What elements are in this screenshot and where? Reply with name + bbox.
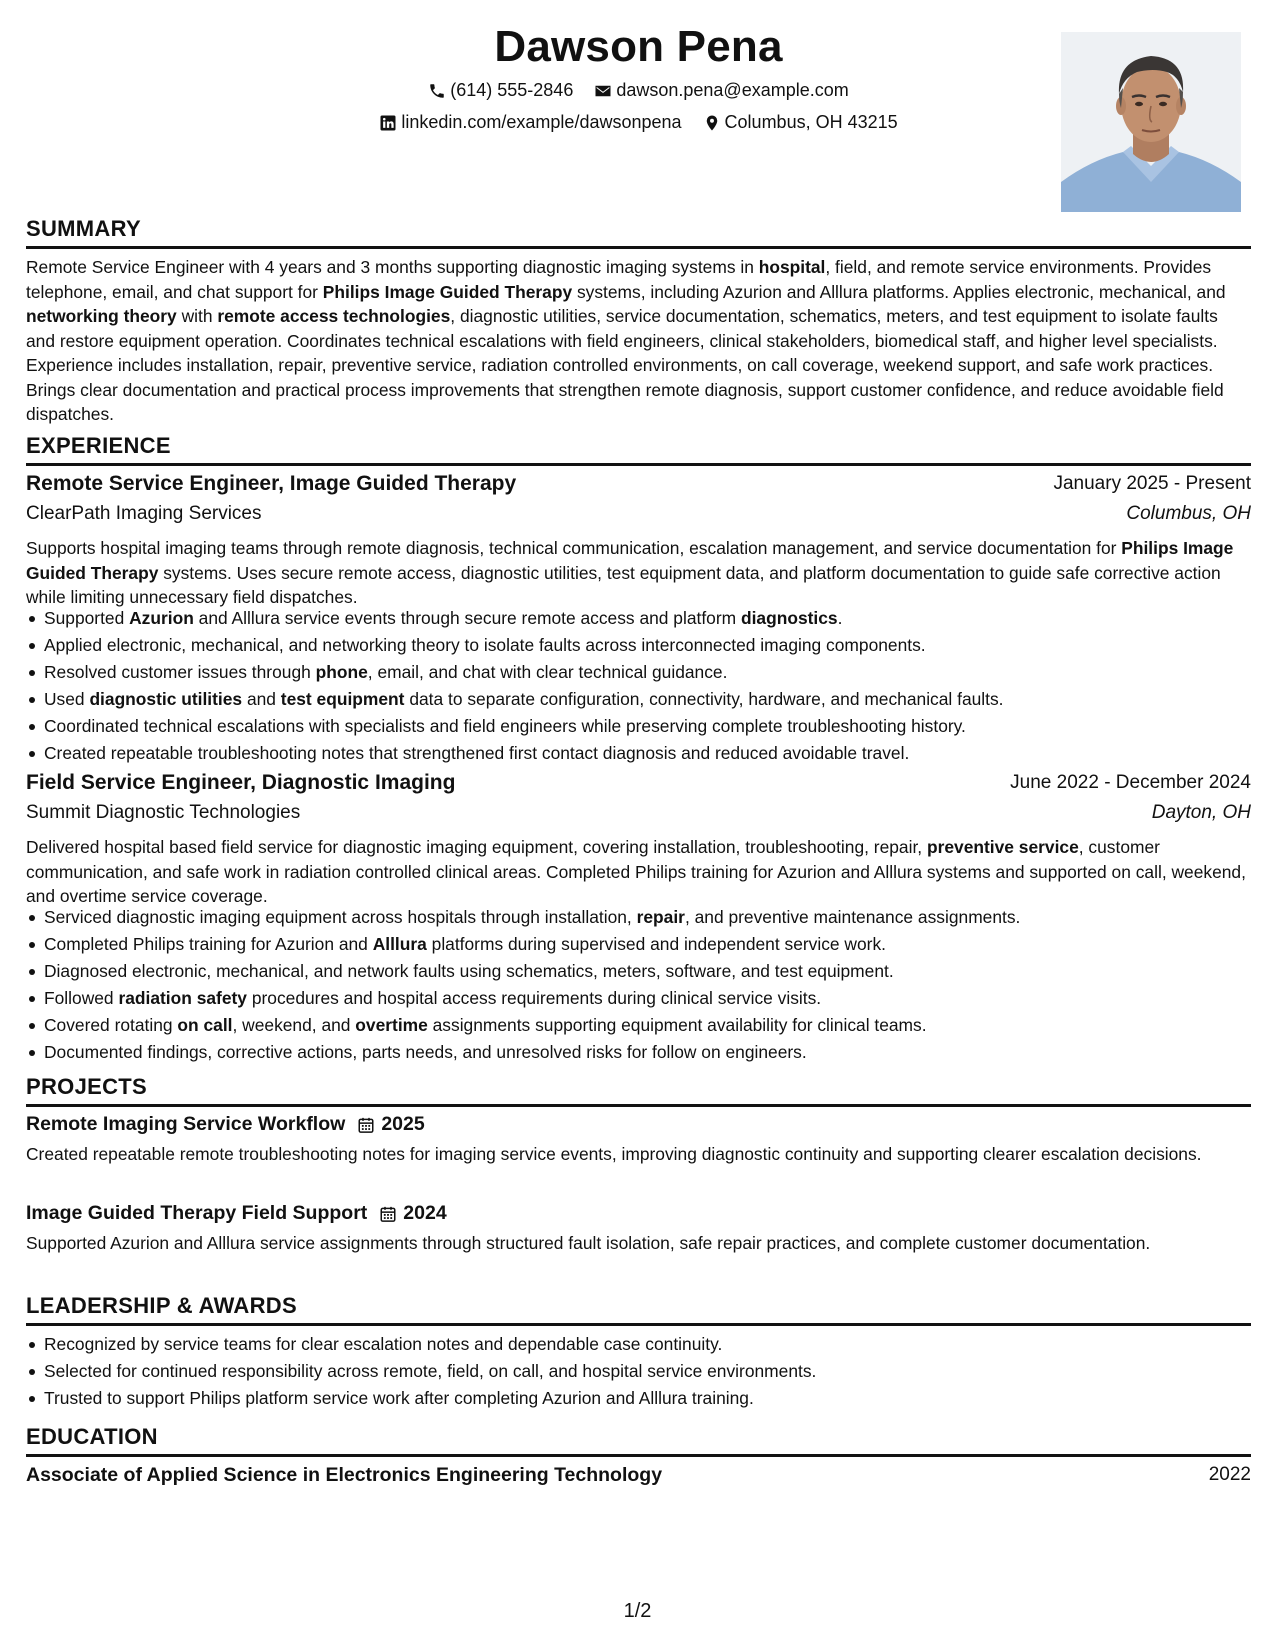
project-year: 2025 xyxy=(381,1113,425,1135)
email-contact[interactable] xyxy=(594,80,848,101)
section-title-summary: SUMMARY xyxy=(26,216,1251,249)
project-name: Remote Imaging Service Workflow xyxy=(26,1113,346,1135)
project-description: Supported Azurion and Alllura service assignments through structured fault isolation, safe repair practices, and complete customer documentation. xyxy=(26,1233,1151,1253)
degree-year: 2022 xyxy=(1208,1464,1251,1485)
job-title: Field Service Engineer, Diagnostic Imaging xyxy=(26,771,456,794)
bullet-item: Applied electronic, mechanical, and networking theory to isolate faults across interconnected imaging components. xyxy=(26,632,1251,659)
map-pin-icon xyxy=(703,114,721,132)
phone-contact[interactable] xyxy=(428,80,573,101)
envelope-icon xyxy=(594,82,612,100)
page-number: 1/2 xyxy=(623,1600,652,1622)
phone-icon xyxy=(428,82,446,100)
bullet-item: Serviced diagnostic imaging equipment across hospitals through installation, repair, and preventive maintenance assignments. xyxy=(26,904,1251,931)
job-description: Supports hospital imaging teams through remote diagnosis, technical communication, escalation management, and service documentation for Philips Image Guided Therapy systems. Uses secure remote access, diagnostic utilities, test equipment data, and platform documentation to guide safe corrective action while limiting unnecessary field dispatches. xyxy=(26,538,1234,607)
calendar-icon xyxy=(357,1116,375,1134)
location-text: Columbus, OH 43215 xyxy=(724,112,898,132)
job-location: Dayton, OH xyxy=(1151,802,1251,823)
resume-header xyxy=(26,22,1251,212)
degree-title: Associate of Applied Science in Electronics Engineering Technology xyxy=(26,1464,663,1486)
project-title xyxy=(26,1202,447,1225)
phone-text: (614) 555-2846 xyxy=(450,80,574,100)
bullet-item: Trusted to support Philips platform service work after completing Azurion and Alllura training. xyxy=(26,1385,1251,1412)
job-company: ClearPath Imaging Services xyxy=(26,503,262,524)
project-title xyxy=(26,1113,425,1136)
job-bullets xyxy=(26,605,1251,767)
candidate-name: Dawson Pena xyxy=(494,22,783,71)
resume-page xyxy=(26,0,1251,1650)
job-location: Columbus, OH xyxy=(1126,503,1251,524)
job-title: Remote Service Engineer, Image Guided Therapy xyxy=(26,472,517,495)
bullet-item: Selected for continued responsibility across remote, field, on call, and hospital service environments. xyxy=(26,1358,1251,1385)
job-dates: June 2022 - December 2024 xyxy=(1010,772,1251,793)
job-description: Delivered hospital based field service for diagnostic imaging equipment, covering installation, troubleshooting, repair, preventive service, customer communication, and safe work in radiation controlled clinical areas. Completed Philips training for Azurion and Alllura systems and supported on call, weekend, and overtime service coverage. xyxy=(26,837,1246,906)
project-description: Created repeatable remote troubleshooting notes for imaging service events, improving diagnostic continuity and supporting clearer escalation decisions. xyxy=(26,1144,1202,1164)
bullet-item: Created repeatable troubleshooting notes that strengthened first contact diagnosis and reduced avoidable travel. xyxy=(26,740,1251,767)
project-name: Image Guided Therapy Field Support xyxy=(26,1202,368,1224)
job-dates: January 2025 - Present xyxy=(1053,473,1251,494)
bullet-item: Covered rotating on call, weekend, and overtime assignments supporting equipment availability for clinical teams. xyxy=(26,1012,1251,1039)
leadership-bullets xyxy=(26,1331,1251,1412)
section-title-leadership: LEADERSHIP & AWARDS xyxy=(26,1293,1251,1326)
section-title-experience: EXPERIENCE xyxy=(26,433,1251,466)
bullet-item: Completed Philips training for Azurion and Alllura platforms during supervised and independent service work. xyxy=(26,931,1251,958)
bullet-item: Supported Azurion and Alllura service events through secure remote access and platform diagnostics. xyxy=(26,605,1251,632)
bullet-item: Followed radiation safety procedures and hospital access requirements during clinical service visits. xyxy=(26,985,1251,1012)
bullet-item: Used diagnostic utilities and test equipment data to separate configuration, connectivity, hardware, and mechanical faults. xyxy=(26,686,1251,713)
job-company: Summit Diagnostic Technologies xyxy=(26,802,301,823)
bullet-item: Documented findings, corrective actions, parts needs, and unresolved risks for follow on engineers. xyxy=(26,1039,1251,1066)
bullet-item: Coordinated technical escalations with specialists and field engineers while preserving complete troubleshooting history. xyxy=(26,713,1251,740)
section-title-education: EDUCATION xyxy=(26,1424,1251,1457)
location-contact xyxy=(703,112,898,133)
linkedin-icon xyxy=(379,114,397,132)
section-title-projects: PROJECTS xyxy=(26,1074,1251,1107)
summary-text: Remote Service Engineer with 4 years and 3 months supporting diagnostic imaging systems in hospital, field, and remote service environments. Provides telephone, email, and chat support for Philips Image Guided Therapy systems, including Azurion and Alllura platforms. Applies electronic, mechanical, and networking theory with remote access technologies, diagnostic utilities, service documentation, schematics, meters, and test equipment to isolate faults and restore equipment operation. Coordinates technical escalations with field engineers, clinical stakeholders, biomedical staff, and higher level specialists. Experience includes installation, repair, preventive service, radiation controlled environments, on call coverage, weekend support, and safe work practices. Brings clear documentation and practical process improvements that strengthen remote diagnosis, support customer confidence, and reduce avoidable field dispatches. xyxy=(26,257,1226,424)
project-year: 2024 xyxy=(403,1202,447,1224)
profile-photo xyxy=(1061,32,1241,212)
calendar-icon xyxy=(379,1205,397,1223)
bullet-item: Diagnosed electronic, mechanical, and network faults using schematics, meters, software, and test equipment. xyxy=(26,958,1251,985)
linkedin-contact[interactable] xyxy=(379,112,681,133)
portrait-image xyxy=(1061,32,1241,212)
bullet-item: Resolved customer issues through phone, email, and chat with clear technical guidance. xyxy=(26,659,1251,686)
email-text: dawson.pena@example.com xyxy=(616,80,849,100)
job-bullets xyxy=(26,904,1251,1066)
linkedin-text: linkedin.com/example/dawsonpena xyxy=(401,112,682,132)
bullet-item: Recognized by service teams for clear escalation notes and dependable case continuity. xyxy=(26,1331,1251,1358)
